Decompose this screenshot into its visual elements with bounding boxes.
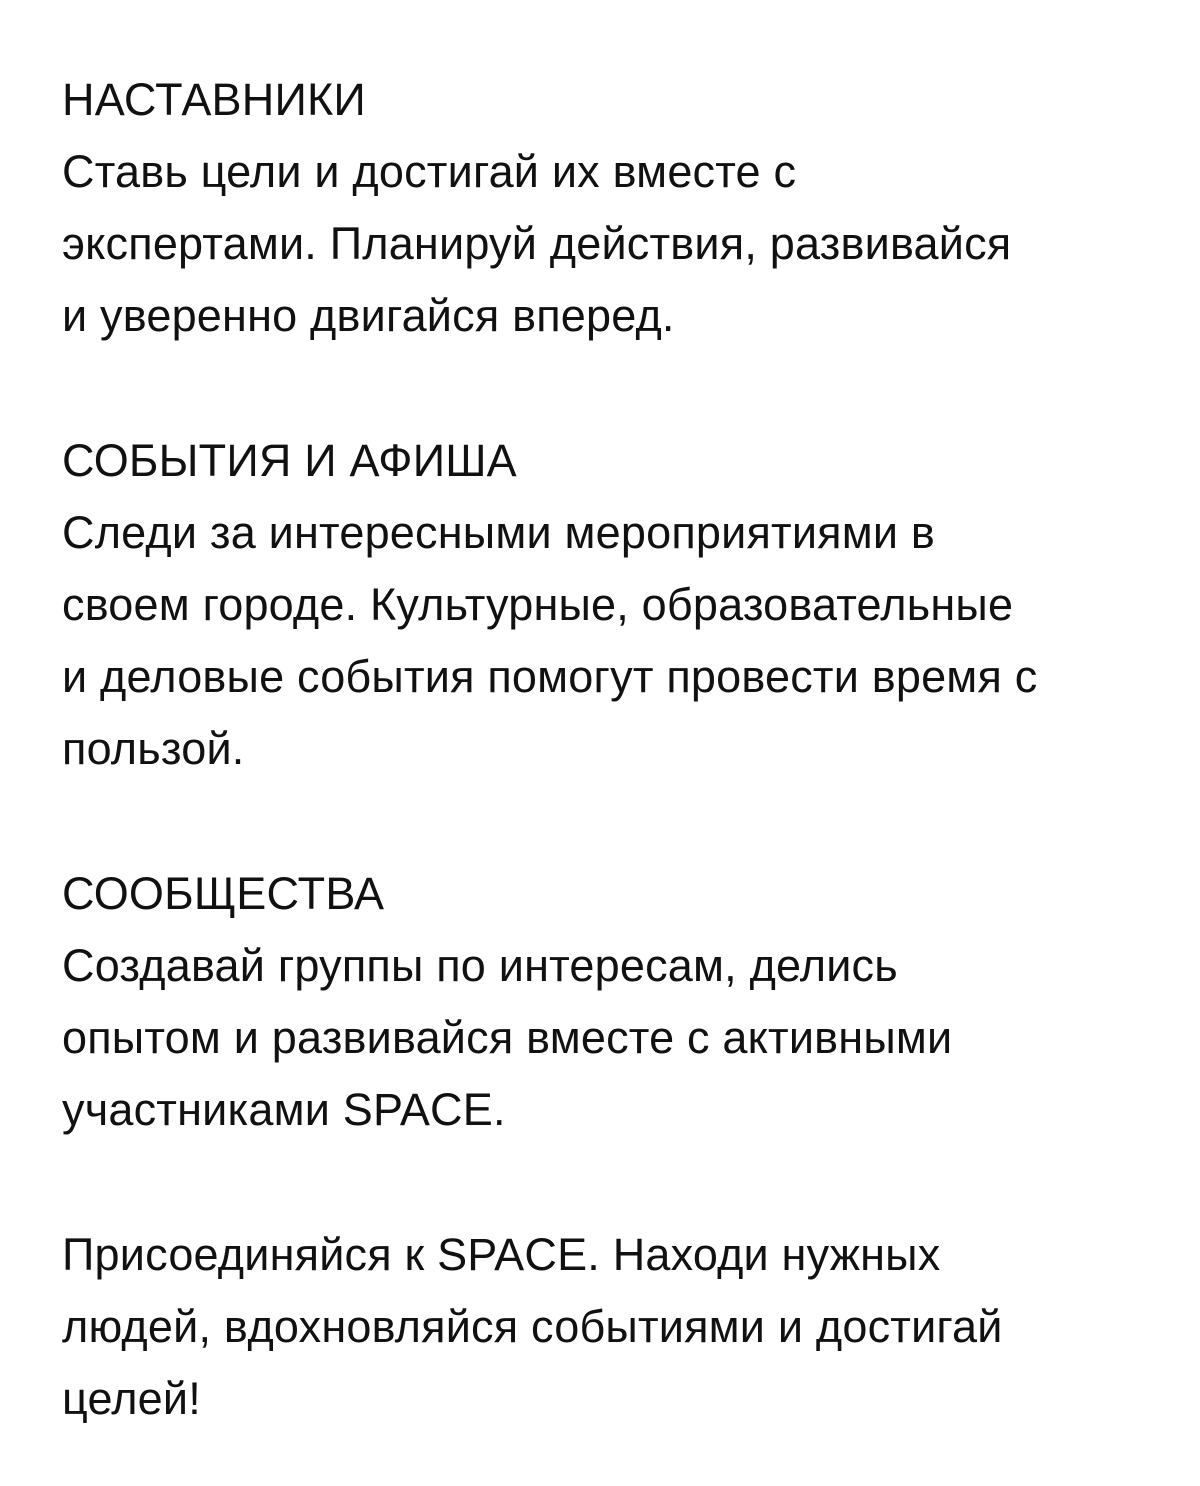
section-spacer — [62, 352, 1162, 425]
section-text-line: участниками SPACE. — [62, 1084, 506, 1135]
closing-text-line: целей! — [62, 1373, 201, 1424]
section-heading: СООБЩЕСТВА — [62, 868, 385, 919]
section-text-line: Следи за интересными мероприятиями в — [62, 507, 936, 558]
section-communities — [62, 858, 1162, 1146]
section-text-line: опытом и развивайся вместе с активными — [62, 1012, 953, 1063]
section-events — [62, 425, 1162, 785]
closing-paragraph — [62, 1219, 1162, 1435]
section-heading: НАСТАВНИКИ — [62, 74, 366, 125]
closing-text-line: людей, вдохновляйся событиями и достигай — [62, 1301, 1003, 1352]
section-text-line: Создавай группы по интересам, делись — [62, 940, 898, 991]
section-mentors — [62, 64, 1162, 352]
document-body — [62, 64, 1162, 1435]
section-spacer — [62, 785, 1162, 858]
section-text-line: своем городе. Культурные, образовательные — [62, 579, 1014, 630]
closing-text-line: Присоединяйся к SPACE. Находи нужных — [62, 1229, 941, 1280]
section-heading: СОБЫТИЯ И АФИША — [62, 435, 517, 486]
section-text-line: Ставь цели и достигай их вместе с — [62, 146, 797, 197]
section-text-line: и уверенно двигайся вперед. — [62, 290, 675, 341]
section-text-line: и деловые события помогут провести время с — [62, 651, 1038, 702]
section-text-line: пользой. — [62, 723, 245, 774]
section-spacer — [62, 1146, 1162, 1219]
section-text-line: экспертами. Планируй действия, развивайся — [62, 218, 1012, 269]
